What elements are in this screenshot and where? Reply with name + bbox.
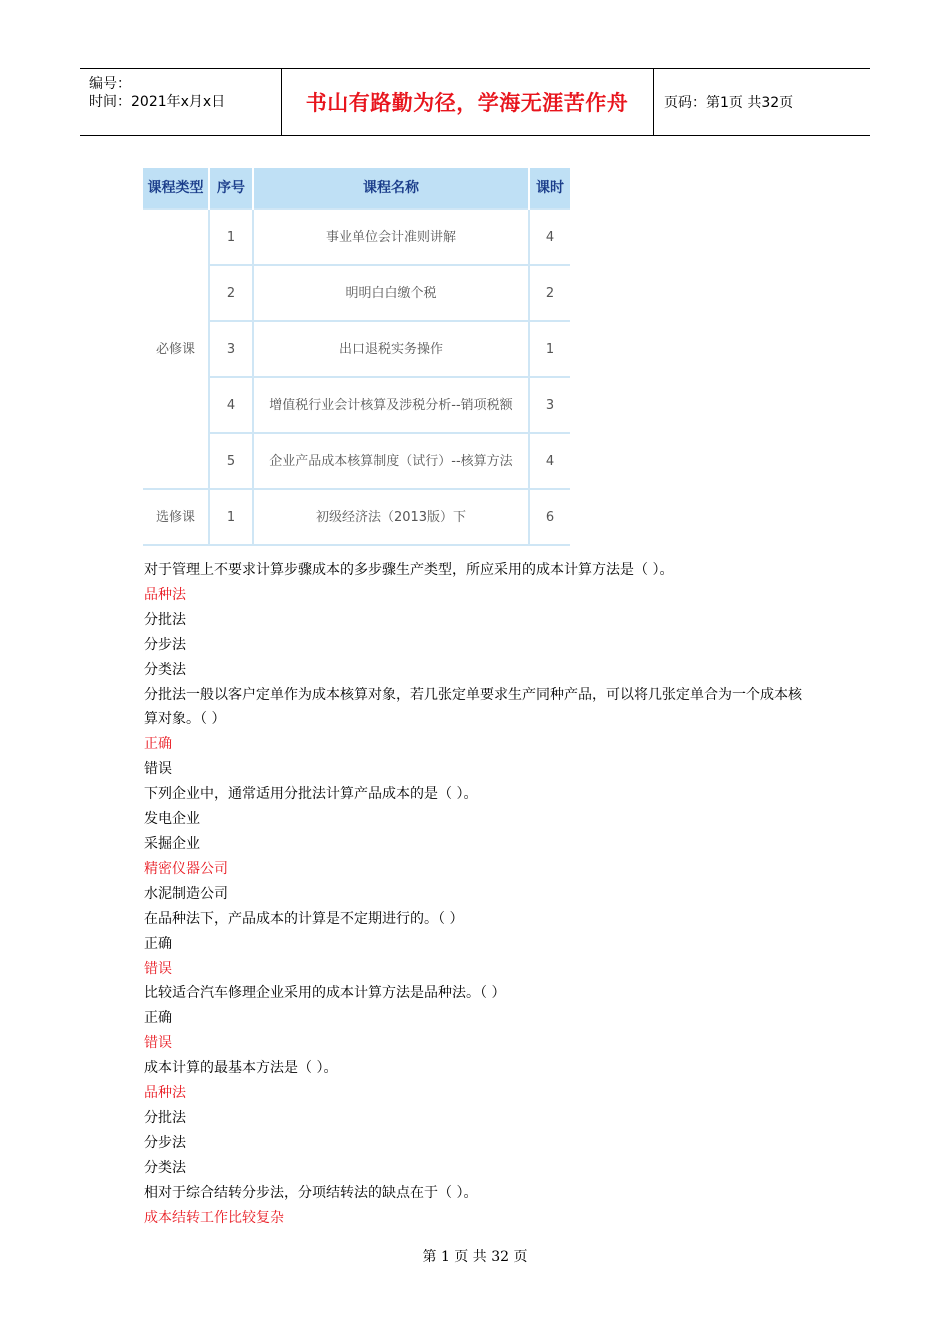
text-line: 分批法 bbox=[144, 1109, 186, 1126]
text-line: 正确 bbox=[144, 1010, 172, 1027]
text-line: 正确 bbox=[144, 935, 172, 952]
course-hours: 6 bbox=[529, 489, 570, 545]
text-line: 分类法 bbox=[144, 661, 186, 678]
course-table bbox=[143, 168, 570, 546]
page-header bbox=[80, 68, 870, 136]
text-line: 采掘企业 bbox=[144, 835, 200, 852]
text-line: 在品种法下，产品成本的计算是不定期进行的。（ ） bbox=[144, 910, 464, 927]
course-no: 3 bbox=[209, 321, 253, 377]
text-line: 分批法 bbox=[144, 611, 186, 628]
course-no: 4 bbox=[209, 377, 253, 433]
text-line: 相对于综合结转分步法，分项结转法的缺点在于（ ）。 bbox=[144, 1184, 478, 1201]
header-hours: 课时 bbox=[529, 168, 570, 209]
table-row bbox=[143, 489, 570, 545]
course-name: 明明白白缴个税 bbox=[253, 265, 529, 321]
header-sequence: 序号 bbox=[209, 168, 253, 209]
course-hours: 1 bbox=[529, 321, 570, 377]
course-hours: 3 bbox=[529, 377, 570, 433]
course-name: 事业单位会计准则讲解 bbox=[253, 209, 529, 265]
text-line: 分步法 bbox=[144, 1134, 186, 1151]
answer-line: 错误 bbox=[144, 960, 172, 977]
answer-line: 成本结转工作比较复杂 bbox=[144, 1209, 284, 1226]
text-line: 水泥制造公司 bbox=[144, 885, 228, 902]
answer-line: 品种法 bbox=[144, 1085, 186, 1102]
course-table-header-row bbox=[143, 168, 570, 209]
header-course-name: 课程名称 bbox=[253, 168, 529, 209]
text-line: 对于管理上不要求计算步骤成本的多步骤生产类型，所应采用的成本计算方法是（ ）。 bbox=[144, 562, 674, 578]
header-course-type: 课程类型 bbox=[143, 168, 209, 209]
course-no: 5 bbox=[209, 433, 253, 489]
document-number-label: 编号： bbox=[89, 76, 131, 92]
course-table-image bbox=[143, 168, 570, 546]
course-name: 出口退税实务操作 bbox=[253, 321, 529, 377]
text-line: 分步法 bbox=[144, 636, 186, 653]
course-no: 2 bbox=[209, 265, 253, 321]
answer-line: 正确 bbox=[144, 736, 172, 753]
text-line: 比较适合汽车修理企业采用的成本计算方法是品种法。（ ） bbox=[144, 985, 506, 1002]
page-footer: 第 1 页 共 32 页 bbox=[422, 1249, 528, 1265]
course-no: 1 bbox=[209, 209, 253, 265]
course-hours: 2 bbox=[529, 265, 570, 321]
course-hours: 4 bbox=[529, 209, 570, 265]
course-name: 企业产品成本核算制度（试行）--核算方法 bbox=[253, 433, 529, 489]
course-no: 1 bbox=[209, 489, 253, 545]
answer-line: 错误 bbox=[144, 1035, 172, 1052]
text-line: 成本计算的最基本方法是（ ）。 bbox=[144, 1060, 338, 1077]
document-time-label: 时间：2021年x月x日 bbox=[89, 94, 226, 110]
table-row bbox=[143, 209, 570, 265]
header-meta-cell bbox=[80, 69, 282, 135]
course-type-elective: 选修课 bbox=[143, 489, 209, 545]
text-line: 发电企业 bbox=[144, 811, 200, 828]
header-page-info: 页码：第1页 共32页 bbox=[664, 95, 794, 111]
course-type-required: 必修课 bbox=[143, 209, 209, 489]
question-content bbox=[144, 558, 814, 1230]
course-name: 初级经济法（2013版）下 bbox=[253, 489, 529, 545]
course-name: 增值税行业会计核算及涉税分析--销项税额 bbox=[253, 377, 529, 433]
header-motto: 书山有路勤为径，学海无涯苦作舟 bbox=[281, 69, 654, 135]
course-hours: 4 bbox=[529, 433, 570, 489]
answer-line: 品种法 bbox=[144, 586, 186, 603]
text-line: 分类法 bbox=[144, 1159, 186, 1176]
text-line: 下列企业中，通常适用分批法计算产品成本的是（ ）。 bbox=[144, 786, 478, 803]
answer-line: 精密仪器公司 bbox=[144, 860, 228, 877]
text-line: 分批法一般以客户定单作为成本核算对象，若几张定单要求生产同种产品，可以将几张定单合为一个成本核算对象。（ ） bbox=[144, 686, 802, 728]
text-line: 错误 bbox=[144, 761, 172, 778]
